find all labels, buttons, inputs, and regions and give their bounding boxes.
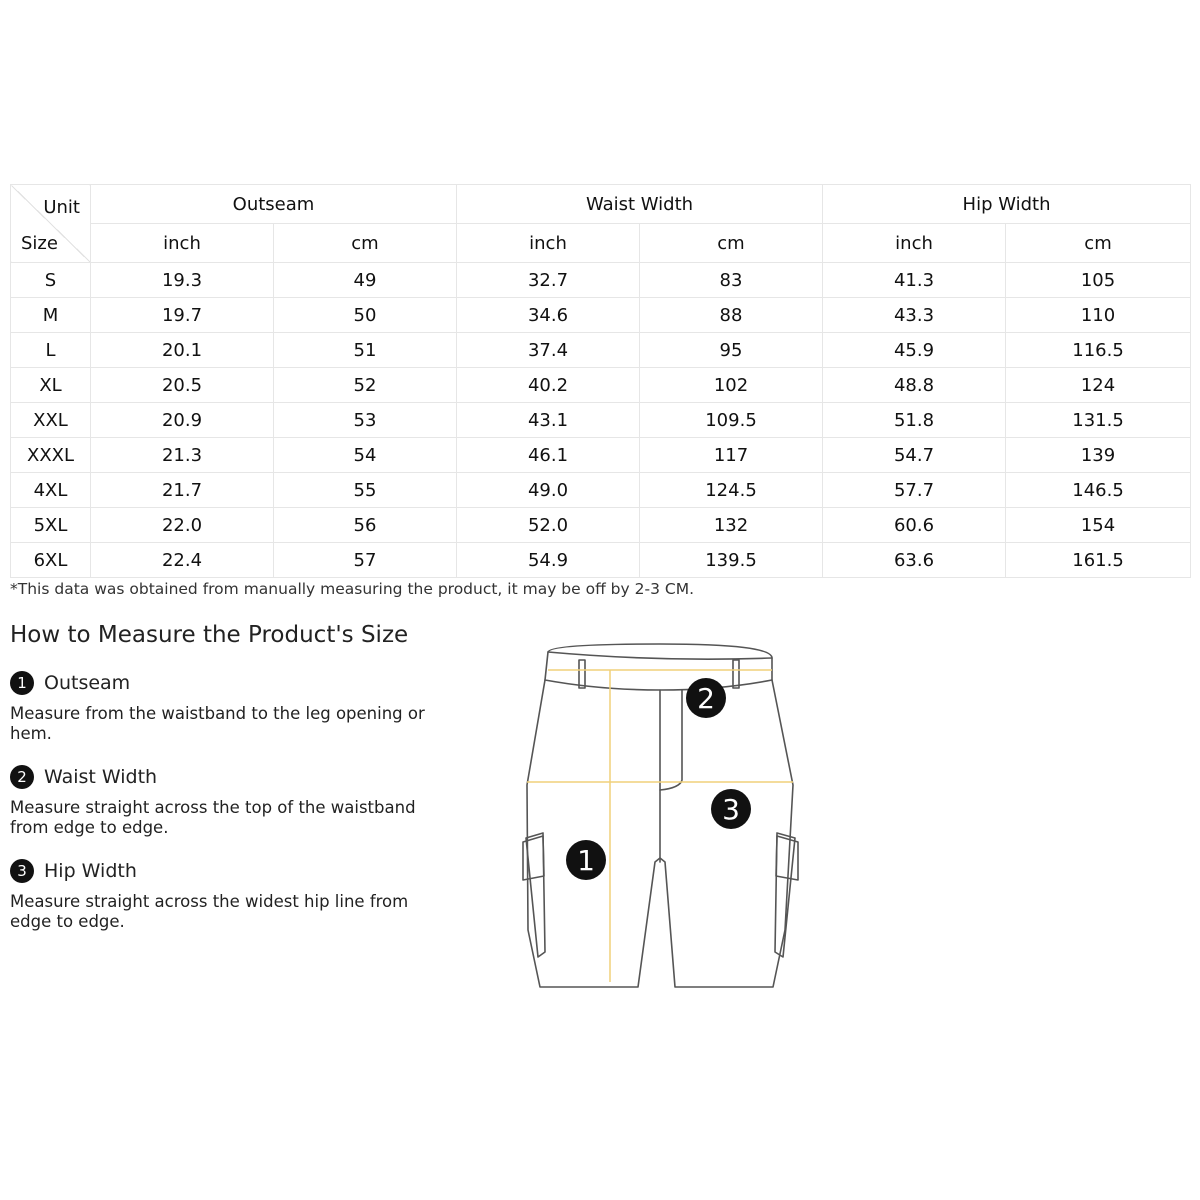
group-header-row (11, 185, 1191, 224)
value-cell: 19.3 (91, 263, 274, 298)
size-cell: XL (11, 368, 91, 403)
step-number-badge: 3 (10, 859, 34, 883)
size-rows (11, 263, 1191, 578)
value-cell: 131.5 (1006, 403, 1191, 438)
belt-loop (733, 660, 739, 688)
size-cell: S (11, 263, 91, 298)
table-row (11, 508, 1191, 543)
value-cell: 49 (274, 263, 457, 298)
value-cell: 132 (640, 508, 823, 543)
size-cell: L (11, 333, 91, 368)
unit-header: inch (823, 224, 1006, 263)
table-row (11, 543, 1191, 578)
value-cell: 51 (274, 333, 457, 368)
value-cell: 19.7 (91, 298, 274, 333)
value-cell: 139 (1006, 438, 1191, 473)
table-row (11, 298, 1191, 333)
guide-title: How to Measure the Product's Size (10, 622, 409, 648)
step-waist-width (10, 764, 440, 838)
size-cell: 4XL (11, 473, 91, 508)
value-cell: 102 (640, 368, 823, 403)
marker-number: 1 (577, 844, 595, 877)
unit-header: cm (274, 224, 457, 263)
value-cell: 53 (274, 403, 457, 438)
step-name: Waist Width (44, 766, 158, 788)
cargo-pocket-left (526, 833, 545, 957)
value-cell: 161.5 (1006, 543, 1191, 578)
value-cell: 40.2 (457, 368, 640, 403)
value-cell: 21.7 (91, 473, 274, 508)
cargo-shorts-diagram (500, 630, 820, 1000)
value-cell: 20.5 (91, 368, 274, 403)
unit-header-row (11, 224, 1191, 263)
size-cell: M (11, 298, 91, 333)
corner-header-cell (11, 185, 91, 263)
step-name: Outseam (44, 672, 131, 694)
cargo-pocket-right (775, 833, 795, 957)
value-cell: 52.0 (457, 508, 640, 543)
step-description: Measure straight across the top of the waistband from edge to edge. (10, 798, 416, 837)
step-number-badge: 1 (10, 671, 34, 695)
step-hip-width (10, 858, 440, 932)
value-cell: 57.7 (823, 473, 1006, 508)
value-cell: 110 (1006, 298, 1191, 333)
value-cell: 20.1 (91, 333, 274, 368)
table-row (11, 438, 1191, 473)
group-header-waist-width: Waist Width (457, 185, 823, 224)
value-cell: 41.3 (823, 263, 1006, 298)
value-cell: 109.5 (640, 403, 823, 438)
value-cell: 56 (274, 508, 457, 543)
table-row (11, 263, 1191, 298)
unit-header: cm (1006, 224, 1191, 263)
size-chart-table (10, 184, 1191, 578)
value-cell: 48.8 (823, 368, 1006, 403)
step-description: Measure straight across the widest hip line from edge to edge. (10, 892, 409, 931)
value-cell: 57 (274, 543, 457, 578)
table-row (11, 403, 1191, 438)
value-cell: 43.1 (457, 403, 640, 438)
unit-header: inch (91, 224, 274, 263)
value-cell: 117 (640, 438, 823, 473)
value-cell: 63.6 (823, 543, 1006, 578)
table-row (11, 473, 1191, 508)
value-cell: 20.9 (91, 403, 274, 438)
unit-header: cm (640, 224, 823, 263)
step-number-badge: 2 (10, 765, 34, 789)
value-cell: 60.6 (823, 508, 1006, 543)
value-cell: 54.7 (823, 438, 1006, 473)
size-cell: XXL (11, 403, 91, 438)
value-cell: 124 (1006, 368, 1191, 403)
value-cell: 54 (274, 438, 457, 473)
value-cell: 43.3 (823, 298, 1006, 333)
value-cell: 49.0 (457, 473, 640, 508)
shorts-outline (523, 644, 798, 987)
step-name: Hip Width (44, 860, 137, 882)
value-cell: 22.0 (91, 508, 274, 543)
value-cell: 124.5 (640, 473, 823, 508)
group-header-outseam: Outseam (91, 185, 457, 224)
step-description: Measure from the waistband to the leg opening or hem. (10, 704, 425, 743)
value-cell: 139.5 (640, 543, 823, 578)
size-label: Size (21, 233, 58, 254)
value-cell: 105 (1006, 263, 1191, 298)
unit-header: inch (457, 224, 640, 263)
value-cell: 34.6 (457, 298, 640, 333)
marker-outseam (566, 840, 606, 880)
value-cell: 88 (640, 298, 823, 333)
value-cell: 45.9 (823, 333, 1006, 368)
table-row (11, 333, 1191, 368)
marker-number: 2 (697, 682, 715, 715)
value-cell: 21.3 (91, 438, 274, 473)
value-cell: 55 (274, 473, 457, 508)
fly-stitch (660, 690, 682, 790)
value-cell: 54.9 (457, 543, 640, 578)
value-cell: 50 (274, 298, 457, 333)
marker-waist-width (686, 678, 726, 718)
unit-label: Unit (43, 197, 80, 218)
size-cell: 6XL (11, 543, 91, 578)
belt-loop (579, 660, 585, 688)
value-cell: 22.4 (91, 543, 274, 578)
measurement-note: *This data was obtained from manually measuring the product, it may be off by 2-3 CM. (10, 580, 694, 598)
value-cell: 32.7 (457, 263, 640, 298)
value-cell: 116.5 (1006, 333, 1191, 368)
size-cell: XXXL (11, 438, 91, 473)
group-header-hip-width: Hip Width (823, 185, 1191, 224)
value-cell: 52 (274, 368, 457, 403)
marker-number: 3 (722, 793, 740, 826)
value-cell: 146.5 (1006, 473, 1191, 508)
table-row (11, 368, 1191, 403)
value-cell: 46.1 (457, 438, 640, 473)
value-cell: 51.8 (823, 403, 1006, 438)
value-cell: 154 (1006, 508, 1191, 543)
value-cell: 37.4 (457, 333, 640, 368)
size-cell: 5XL (11, 508, 91, 543)
step-outseam (10, 670, 440, 744)
value-cell: 95 (640, 333, 823, 368)
marker-hip-width (711, 789, 751, 829)
value-cell: 83 (640, 263, 823, 298)
waistband-inner-edge (548, 652, 772, 659)
